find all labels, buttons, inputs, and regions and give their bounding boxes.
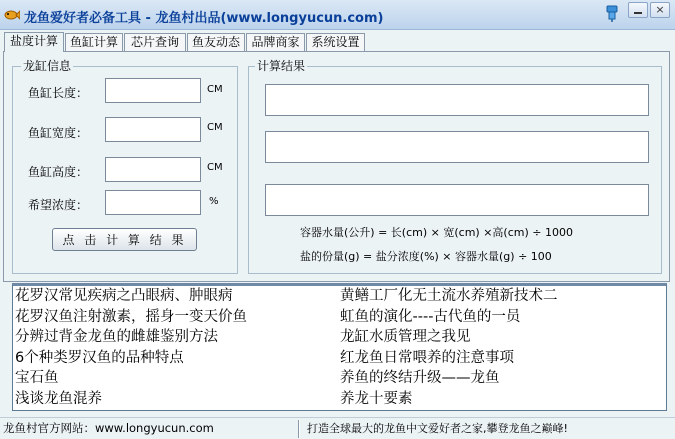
minimize-button[interactable] <box>628 2 648 18</box>
tab-tank-calc[interactable]: 鱼缸计算 <box>65 33 123 51</box>
concentration-unit: % <box>209 196 219 207</box>
concentration-label: 希望浓度： <box>28 198 89 212</box>
article-link[interactable]: 红龙鱼日常喂养的注意事项 <box>340 349 514 366</box>
tank-length-input[interactable] <box>105 78 201 103</box>
tank-length-unit: CM <box>207 84 223 95</box>
status-website[interactable]: 龙鱼村官方网站：www.longyucun.com <box>3 421 214 435</box>
article-link[interactable]: 养龙十要素 <box>340 390 413 407</box>
article-column-right <box>340 286 558 409</box>
tank-length-label: 鱼缸长度： <box>28 86 89 100</box>
tank-height-input[interactable] <box>105 157 201 182</box>
article-column-left <box>15 286 247 409</box>
status-divider <box>298 420 300 438</box>
water-volume-formula: 容器水量(公升) = 长(cm) × 宽(cm) ×高(cm) ÷ 1000 <box>300 226 573 239</box>
status-bar <box>0 417 675 439</box>
article-link[interactable]: 花罗汉常见疾病之凸眼病、肿眼病 <box>15 288 233 304</box>
article-link[interactable]: 6个种类罗汉鱼的品种特点 <box>15 349 184 366</box>
pin-icon[interactable] <box>604 5 620 23</box>
close-button[interactable]: × <box>650 2 670 18</box>
title-bar[interactable] <box>0 0 675 30</box>
results-legend: 计算结果 <box>257 59 306 73</box>
tank-width-label: 鱼缸宽度： <box>28 126 89 140</box>
article-link[interactable]: 龙缸水质管理之我见 <box>340 329 471 345</box>
tab-chip-query[interactable]: 芯片查询 <box>124 33 186 51</box>
article-link[interactable]: 黄鳝工厂化无土流水养殖新技术二 <box>340 288 558 304</box>
tab-settings[interactable]: 系统设置 <box>306 33 365 51</box>
calculate-button[interactable]: 点 击 计 算 结 果 <box>52 228 197 251</box>
result-box-water[interactable] <box>265 84 649 116</box>
tank-height-unit: CM <box>207 162 223 173</box>
concentration-input[interactable] <box>105 190 201 215</box>
result-box-salt[interactable] <box>265 131 649 163</box>
article-link[interactable]: 花罗汉鱼注射激素，摇身一变天价鱼 <box>15 308 247 325</box>
status-slogan: 打造全球最大的龙鱼中文爱好者之家,攀登龙鱼之巅峰! <box>307 422 568 435</box>
tank-width-unit: CM <box>207 122 223 133</box>
tank-height-label: 鱼缸高度： <box>28 165 89 179</box>
article-list <box>12 283 667 411</box>
tab-friends[interactable]: 鱼友动态 <box>187 33 245 51</box>
tab-brands[interactable]: 品牌商家 <box>246 33 305 51</box>
result-box-extra[interactable] <box>265 184 649 216</box>
window-title: 龙鱼爱好者必备工具 - 龙鱼村出品(www.longyucun.com) <box>24 11 384 26</box>
salt-amount-formula: 盐的份量(g) = 盐分浓度(%) × 容器水量(g) ÷ 100 <box>300 250 552 263</box>
article-link[interactable]: 虹鱼的演化----古代鱼的一员 <box>340 308 521 325</box>
article-link[interactable]: 养鱼的终结升级——龙鱼 <box>340 370 500 386</box>
tab-salinity[interactable]: 盐度计算 <box>4 32 64 52</box>
article-link[interactable]: 分辨过背金龙鱼的雌雄鉴别方法 <box>15 329 218 345</box>
tank-info-legend: 龙缸信息 <box>23 59 72 73</box>
tank-width-input[interactable] <box>105 117 201 142</box>
article-link[interactable]: 宝石鱼 <box>15 370 59 386</box>
fish-icon <box>4 7 20 23</box>
article-link[interactable]: 浅谈龙鱼混养 <box>15 390 102 407</box>
